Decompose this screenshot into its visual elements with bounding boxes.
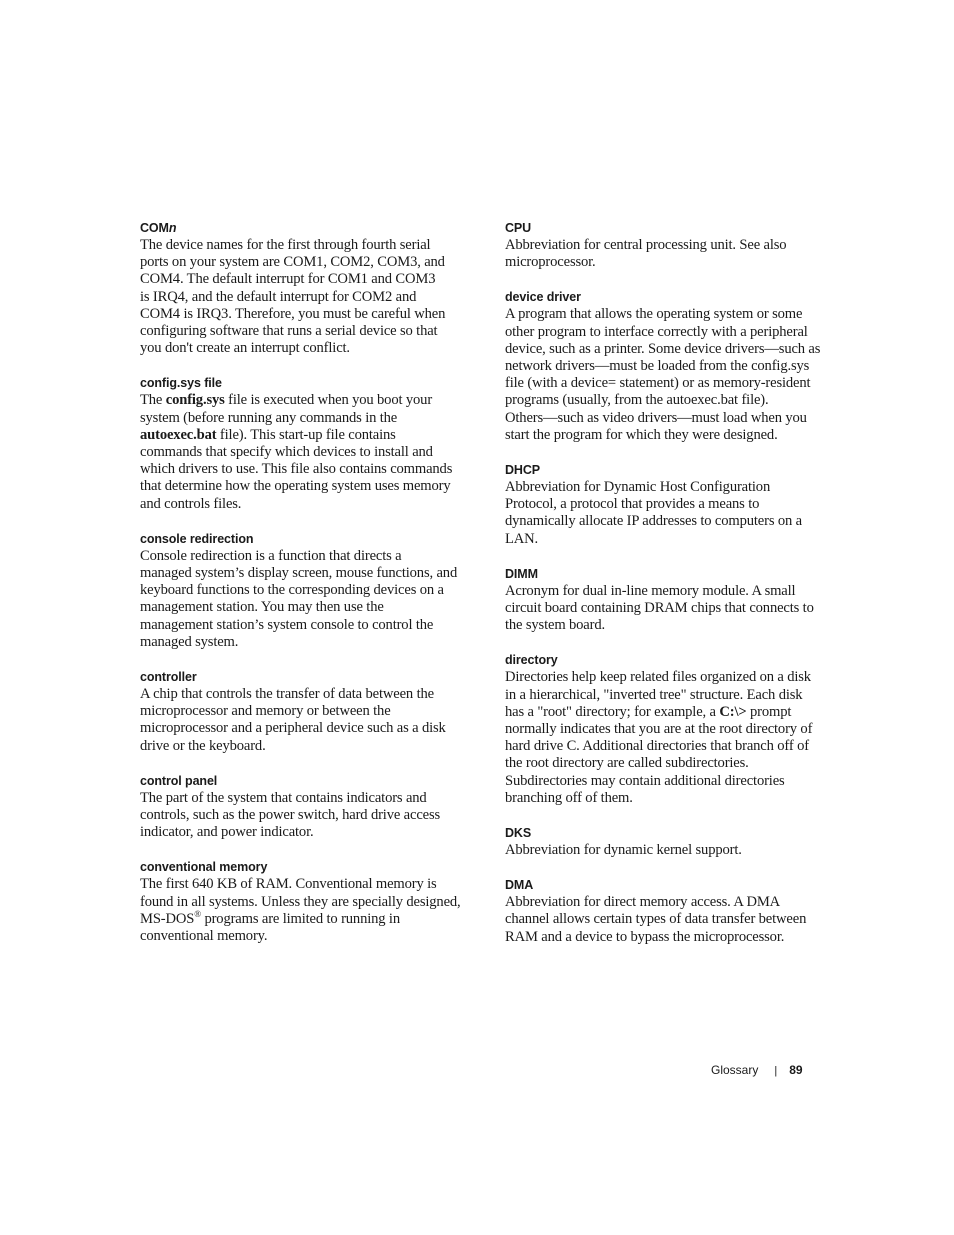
entry-term: directory — [505, 653, 558, 668]
registered-mark: ® — [194, 909, 201, 920]
entry-definition: The config.sys file is executed when you boot your system (before running any commands in the autoexec.bat file). This start-up file contains commands that specify which devices to install and which drivers to use. This file also contains commands that determine how the operating system uses memory and controls files. — [140, 392, 453, 512]
entry-term: config.sys file — [140, 376, 222, 391]
entry-definition: Abbreviation for central processing unit. See also microprocessor. — [505, 237, 787, 271]
entry-coma — [140, 219, 480, 357]
entry-config-sys — [140, 374, 480, 512]
entry-term: console redirection — [140, 531, 254, 546]
entry-definition: Abbreviation for direct memory access. A DMA channel allows certain types of data transfer between RAM and a device to bypass the microprocessor. — [505, 894, 807, 945]
entry-definition: The first 640 KB of RAM. Conventional memory is found in all systems. Unless they are specially designed, MS-DOS® programs are limited to running in conventional memory. — [140, 876, 461, 945]
entry-term: conventional memory — [140, 860, 268, 875]
entry-definition: Abbreviation for Dynamic Host Configuration Protocol, a protocol that provides a means to dynamically allocate IP addresses to computers on a LAN. — [505, 479, 802, 547]
entry-directory — [505, 651, 845, 807]
entry-definition: Acronym for dual in-line memory module. A small circuit board containing DRAM chips that connects to the system board. — [505, 582, 814, 634]
entry-definition: A chip that controls the transfer of data between the microprocessor and memory or between the microprocessor and a peripheral device such as a disk drive or the keyboard. — [140, 686, 446, 754]
entry-control-panel — [140, 772, 480, 842]
entry-definition: A program that allows the operating system or some other program to interface correctly with a peripheral device, such as a printer. Some device drivers—such as network drivers—must be loaded from the config.sys file (with a device= statement) or as memory-resident programs (usually, from the autoexec.bat file). Others—such as video drivers—must load when you start the program for which they were designed. — [505, 306, 821, 443]
entry-definition: The device names for the first through fourth serial ports on your system are COM1, COM2, COM3, and COM4. The default interrupt for COM1 and COM3 is IRQ4, and the default interrupt for COM2 and COM4 is IRQ3. Therefore, you must be careful when configuring software that runs a serial device so that you don't create an interrupt conflict. — [140, 237, 446, 357]
entry-term: COMn — [140, 221, 177, 235]
entry-term: DIMM — [505, 566, 538, 581]
footer-separator: | — [774, 1065, 778, 1077]
entry-definition: Abbreviation for dynamic kernel support. — [505, 842, 742, 859]
entry-term: device driver — [505, 290, 581, 305]
entry-device-driver — [505, 288, 845, 444]
entry-console-redirection — [140, 530, 480, 651]
left-column — [140, 219, 480, 945]
footer-section-title: Glossary — [711, 1063, 759, 1077]
entry-term: DMA — [505, 878, 534, 893]
entry-definition: Directories help keep related files organized on a disk in a hierarchical, "inverted tree" structure. Each disk has a "root" directory; for example, a C:\> prompt normally indicates that you are at the root directory of hard drive C. Additional directories that branch off of the root directory are called subdirectories. Subdirectories may contain additional directories branching off of them. — [505, 669, 813, 806]
right-column — [505, 219, 845, 946]
entry-cpu — [505, 219, 845, 271]
entry-definition: Console redirection is a function that directs a managed system’s display screen, mouse functions, and keyboard functions to the corresponding devices on a management station. You may then use the management station’s system console to control the managed system. — [140, 547, 458, 650]
entry-term: CPU — [505, 221, 532, 235]
entry-term: control panel — [140, 773, 218, 788]
page-number: 89 — [789, 1063, 803, 1077]
entry-definition: The part of the system that contains indicators and controls, such as the power switch, hard drive access indicator, and power indicator. — [140, 789, 441, 841]
entry-term: controller — [140, 670, 197, 685]
entry-dhcp — [505, 461, 845, 548]
entry-term: DKS — [505, 826, 532, 841]
entry-dma — [505, 876, 845, 946]
entry-dimm — [505, 565, 845, 635]
entry-controller — [140, 668, 480, 755]
entry-conventional-memory — [140, 858, 480, 945]
entry-term: DHCP — [505, 463, 541, 478]
page-footer — [711, 1062, 803, 1079]
entry-dks — [505, 824, 845, 859]
